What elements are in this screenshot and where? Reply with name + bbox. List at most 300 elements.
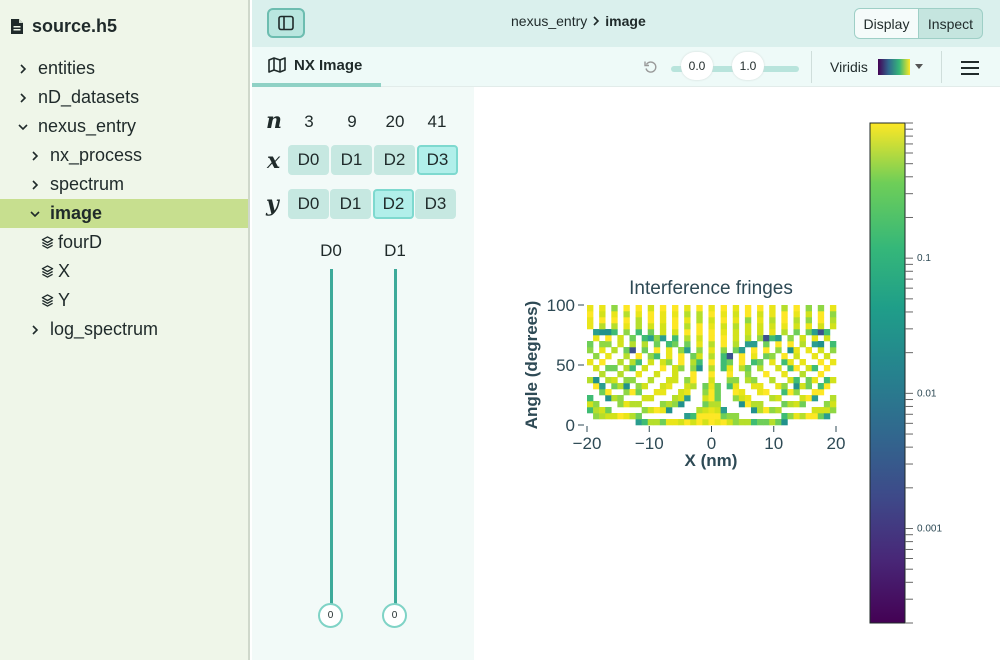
heatmap-cell (830, 347, 836, 353)
heatmap-cell (599, 389, 605, 395)
heatmap-cell (745, 317, 751, 323)
heatmap-cell (818, 389, 824, 395)
heatmap-cell (599, 329, 605, 335)
colorbar-tick-label: 0.01 (917, 388, 937, 400)
heatmap-cell (678, 365, 684, 371)
heatmap-cell (672, 329, 678, 335)
heatmap-cell (611, 395, 617, 401)
file-name: source.h5 (32, 15, 118, 36)
heatmap-cell (793, 365, 799, 371)
x-dim-button-d3[interactable]: D3 (417, 145, 458, 175)
heatmap-cell (751, 419, 757, 425)
heatmap-cell (818, 347, 824, 353)
heatmap-cell (793, 389, 799, 395)
heatmap-cell (721, 305, 727, 311)
breadcrumb-current: image (605, 13, 646, 29)
heatmap-cell (611, 377, 617, 383)
heatmap-cell (630, 335, 636, 341)
heatmap-cell (781, 389, 787, 395)
sidebar-icon (278, 15, 294, 31)
heatmap-cell (757, 335, 763, 341)
y-dim-button-d3[interactable]: D3 (415, 189, 456, 219)
tree-item-label: log_spectrum (50, 319, 159, 339)
heatmap-cell (617, 383, 623, 389)
inspect-mode-button[interactable]: Inspect (927, 15, 974, 32)
heatmap-cell (587, 359, 593, 365)
heatmap-cell (708, 413, 714, 419)
tree-item-label: nD_datasets (38, 87, 140, 107)
heatmap-cell (660, 359, 666, 365)
heatmap-cell (715, 407, 721, 413)
heatmap-cell (787, 377, 793, 383)
heatmap-cell (708, 383, 714, 389)
domain-min-thumb[interactable]: 0.0 (681, 52, 713, 80)
heatmap-cell (672, 323, 678, 329)
heatmap-cell (696, 341, 702, 347)
heatmap-cell (617, 341, 623, 347)
heatmap-cell (708, 317, 714, 323)
heatmap-cell (672, 401, 678, 407)
heatmap-cell (830, 407, 836, 413)
heatmap-cell (708, 311, 714, 317)
x-tick-label: 10 (764, 434, 784, 453)
heatmap-cell (708, 401, 714, 407)
tree-item-nd-datasets[interactable] (0, 83, 248, 112)
heatmap-cell (599, 413, 605, 419)
heatmap-cell (660, 311, 666, 317)
domain-slider[interactable] (671, 59, 799, 73)
heatmap-cell (678, 359, 684, 365)
slider-thumb-d1[interactable]: 0 (382, 603, 407, 628)
heatmap-cell (787, 347, 793, 353)
sidebar (0, 0, 250, 660)
tree-item-spectrum[interactable] (0, 170, 248, 199)
breadcrumb-parent[interactable]: nexus_entry (511, 13, 588, 29)
heatmap-cell (593, 329, 599, 335)
heatmap-cell (605, 335, 611, 341)
heatmap-cell (775, 365, 781, 371)
heatmap-cell (721, 329, 727, 335)
heatmap-cell (690, 365, 696, 371)
heatmap-cell (708, 329, 714, 335)
heatmap-cell (727, 353, 733, 359)
heatmap-cell (806, 413, 812, 419)
colorbar-tick-label: 0.001 (917, 523, 943, 535)
heatmap-cell (793, 317, 799, 323)
chevron-right-icon (592, 16, 600, 26)
heatmap-cell (781, 419, 787, 425)
heatmap-cell (793, 305, 799, 311)
chevron-down-icon (28, 207, 42, 221)
heatmap-cell (636, 389, 642, 395)
heatmap-cell (781, 359, 787, 365)
heatmap-cell (678, 353, 684, 359)
heatmap-cell (636, 323, 642, 329)
tree-item-label: spectrum (50, 174, 125, 194)
heatmap-cell (702, 383, 708, 389)
axis-x-label: x (267, 148, 281, 174)
heatmap-cell (666, 353, 672, 359)
heatmap-cell (690, 359, 696, 365)
x-dim-button-d0[interactable]: D0 (288, 145, 329, 175)
heatmap-cell (812, 365, 818, 371)
heatmap-cell (781, 305, 787, 311)
heatmap-cell (623, 329, 629, 335)
heatmap-cell (715, 389, 721, 395)
heatmap-cell (793, 377, 799, 383)
x-dim-button-d1[interactable]: D1 (331, 145, 372, 175)
heatmap-cell (587, 317, 593, 323)
x-tick-label: −10 (634, 434, 664, 453)
heatmap-cell (593, 407, 599, 413)
heatmap-chart[interactable] (474, 87, 1000, 660)
heatmap-cell (721, 323, 727, 329)
y-dim-button-d2[interactable]: D2 (373, 189, 414, 219)
heatmap-cell (800, 383, 806, 389)
heatmap-cell (733, 311, 739, 317)
dataset-icon (40, 265, 54, 279)
heatmap-cell (715, 383, 721, 389)
heatmap-cell (702, 413, 708, 419)
heatmap-cell (660, 329, 666, 335)
dim-size: 9 (347, 112, 357, 131)
heatmap-cell (605, 329, 611, 335)
heatmap-cell (806, 329, 812, 335)
heatmap-cell (696, 317, 702, 323)
heatmap-cell (593, 377, 599, 383)
heatmap-cell (818, 329, 824, 335)
heatmap-cell (824, 377, 830, 383)
heatmap-cell (824, 383, 830, 389)
heatmap-cell (636, 419, 642, 425)
heatmap-cell (757, 407, 763, 413)
heatmap-cell (623, 365, 629, 371)
heatmap-cell (745, 335, 751, 341)
heatmap-cell (599, 347, 605, 353)
heatmap-cell (715, 395, 721, 401)
heatmap-cell (678, 389, 684, 395)
heatmap-cell (611, 413, 617, 419)
colormap-swatch[interactable] (878, 59, 910, 75)
heatmap-cell (660, 419, 666, 425)
heatmap-cell (690, 419, 696, 425)
heatmap-cell (636, 311, 642, 317)
heatmap-cell (642, 419, 648, 425)
heatmap-cell (781, 413, 787, 419)
heatmap-cell (745, 365, 751, 371)
heatmap-cell (672, 317, 678, 323)
heatmap-cell (708, 353, 714, 359)
heatmap-cell (623, 323, 629, 329)
y-dim-button-d0[interactable]: D0 (288, 189, 329, 219)
display-mode-button[interactable]: Display (855, 9, 919, 38)
x-tick-label: 20 (826, 434, 846, 453)
heatmap-cell (587, 395, 593, 401)
heatmap-cell (824, 353, 830, 359)
heatmap-cell (733, 317, 739, 323)
y-tick-label: 100 (546, 296, 575, 315)
slider-track-d0[interactable] (330, 269, 333, 604)
heatmap-cell (684, 419, 690, 425)
heatmap-cell (751, 341, 757, 347)
heatmap-cell (787, 389, 793, 395)
domain-max-thumb[interactable]: 1.0 (732, 52, 764, 80)
heatmap-cell (769, 335, 775, 341)
heatmap-cell (648, 317, 654, 323)
heatmap-cell (824, 365, 830, 371)
heatmap-cell (684, 413, 690, 419)
heatmap-cell (617, 335, 623, 341)
x-tick-label: −20 (572, 434, 602, 453)
heatmap-cell (630, 347, 636, 353)
heatmap-cell (690, 377, 696, 383)
tree-item-log-spectrum[interactable] (0, 315, 248, 344)
heatmap-cell (648, 419, 654, 425)
heatmap-cell (721, 311, 727, 317)
heatmap-cell (751, 383, 757, 389)
y-dim-button-d1[interactable]: D1 (330, 189, 371, 219)
heatmap-cell (702, 419, 708, 425)
x-dim-button-d2[interactable]: D2 (374, 145, 415, 175)
heatmap-cell (733, 413, 739, 419)
heatmap-cell (587, 341, 593, 347)
heatmap-cell (666, 419, 672, 425)
tree-item-image[interactable] (0, 199, 248, 228)
colorbar-tick-label: 0.1 (917, 253, 931, 265)
heatmap-cell (611, 365, 617, 371)
heatmap-cell (721, 335, 727, 341)
vis-tab-label: NX Image (294, 56, 363, 74)
heatmap-cell (793, 383, 799, 389)
colorbar-axis (905, 123, 942, 623)
tree-item-y[interactable] (0, 286, 248, 315)
heatmap-cell (642, 347, 648, 353)
heatmap-cell (739, 389, 745, 395)
heatmap-cell (660, 305, 666, 311)
heatmap-cell (623, 353, 629, 359)
heatmap-cell (775, 335, 781, 341)
tree-item-nexus-entry[interactable] (0, 112, 248, 141)
heatmap-cell (830, 377, 836, 383)
heatmap-cell (684, 389, 690, 395)
heatmap-cell (757, 305, 763, 311)
heatmap-cell (587, 323, 593, 329)
heatmap-cell (611, 305, 617, 311)
tree-item-fourd[interactable] (0, 228, 248, 257)
heatmap-cell (696, 353, 702, 359)
heatmap-cell (763, 371, 769, 377)
heatmap-cell (696, 365, 702, 371)
heatmap-cell (806, 317, 812, 323)
heatmap-cell (769, 407, 775, 413)
mode-switch (854, 8, 983, 39)
heatmap-cell (599, 371, 605, 377)
heatmap-cell (617, 413, 623, 419)
heatmap-cell (666, 377, 672, 383)
heatmap-cell (648, 353, 654, 359)
heatmap-cell (733, 389, 739, 395)
slider-track-d1[interactable] (394, 269, 397, 604)
heatmap-cell (696, 329, 702, 335)
heatmap-cell (708, 389, 714, 395)
heatmap-cell (660, 401, 666, 407)
heatmap-cell (775, 419, 781, 425)
heatmap-cell (721, 341, 727, 347)
heatmap-cell (769, 377, 775, 383)
heatmap-cell (623, 311, 629, 317)
heatmap-cell (678, 419, 684, 425)
heatmap-cell (787, 365, 793, 371)
heatmap-cell (660, 407, 666, 413)
heatmap-cell (611, 323, 617, 329)
heatmap-cell (630, 359, 636, 365)
heatmap-cell (745, 311, 751, 317)
heatmap-cell (648, 311, 654, 317)
heatmap-cell (666, 341, 672, 347)
heatmap-cell (830, 311, 836, 317)
heatmap-cell (745, 377, 751, 383)
heatmap-cell (757, 419, 763, 425)
heatmap-cell (696, 335, 702, 341)
heatmap-cell (684, 335, 690, 341)
reset-domain-icon[interactable] (643, 59, 659, 75)
heatmap-cell (636, 317, 642, 323)
heatmap-cell (666, 359, 672, 365)
y-tick-label: 0 (565, 416, 575, 435)
heatmap-cell (781, 323, 787, 329)
slider-label-d1: D1 (384, 241, 406, 260)
heatmap-cell (818, 341, 824, 347)
file-root[interactable] (10, 14, 117, 38)
heatmap-cell (739, 395, 745, 401)
heatmap-cell (830, 359, 836, 365)
file-icon (10, 18, 24, 35)
heatmap-cell (702, 395, 708, 401)
heatmap-cell (648, 359, 654, 365)
heatmap-cell (830, 323, 836, 329)
heatmap-cell (672, 377, 678, 383)
dim-size: 20 (385, 112, 405, 131)
heatmap-cell (793, 413, 799, 419)
heatmap-cell (599, 359, 605, 365)
heatmap-cell (818, 323, 824, 329)
heatmap-cell (696, 413, 702, 419)
heatmap-cell (824, 329, 830, 335)
heatmap-cell (654, 341, 660, 347)
nx-image-tab[interactable] (252, 47, 381, 87)
slider-thumb-d0[interactable]: 0 (318, 603, 343, 628)
heatmap-cell (654, 335, 660, 341)
heatmap-cell (623, 413, 629, 419)
heatmap-cell (739, 353, 745, 359)
x-tick-label: 0 (706, 434, 717, 453)
heatmap-cell (690, 353, 696, 359)
heatmap-cell (806, 395, 812, 401)
heatmap-cell (587, 347, 593, 353)
heatmap-cell (587, 311, 593, 317)
heatmap-cell (672, 335, 678, 341)
heatmap-cell (806, 377, 812, 383)
heatmap-cell (611, 347, 617, 353)
tree-item-entities[interactable] (0, 54, 248, 83)
y-tick-label: 50 (556, 356, 575, 375)
axis-n-label: n (266, 108, 282, 134)
heatmap-cell (751, 353, 757, 359)
heatmap-cell (739, 419, 745, 425)
heatmap-cell (605, 413, 611, 419)
heatmap-cell (690, 413, 696, 419)
heatmap-cell (636, 413, 642, 419)
heatmap-cell (684, 395, 690, 401)
heatmap-cell (769, 317, 775, 323)
heatmap-cell (623, 377, 629, 383)
heatmap-cell (781, 311, 787, 317)
heatmap-cell (727, 383, 733, 389)
heatmap-cell (672, 371, 678, 377)
menu-icon[interactable] (959, 59, 981, 77)
heatmap-cell (630, 365, 636, 371)
heatmap-cell (636, 353, 642, 359)
heatmap-cell (623, 317, 629, 323)
heatmap-cell (648, 335, 654, 341)
heatmap-cell (793, 311, 799, 317)
heatmap-cell (830, 395, 836, 401)
caret-down-icon[interactable] (915, 64, 923, 69)
heatmap-cell (787, 401, 793, 407)
heatmap-cell (787, 335, 793, 341)
heatmap-cell (812, 389, 818, 395)
colormap-label[interactable]: Viridis (830, 59, 868, 75)
heatmap-cell (599, 311, 605, 317)
heatmap-cell (587, 407, 593, 413)
heatmap-cell (745, 329, 751, 335)
chart-title: Interference fringes (629, 278, 793, 299)
heatmap-cell (800, 341, 806, 347)
heatmap-cell (751, 377, 757, 383)
heatmap-cell (593, 335, 599, 341)
heatmap-cell (745, 419, 751, 425)
heatmap-cell (690, 371, 696, 377)
heatmap-cell (769, 359, 775, 365)
heatmap-cell (830, 317, 836, 323)
heatmap-cell (830, 341, 836, 347)
heatmap-cell (727, 413, 733, 419)
heatmap-cell (806, 383, 812, 389)
heatmap-cell (745, 305, 751, 311)
heatmap-cell (605, 407, 611, 413)
heatmap-cell (684, 377, 690, 383)
heatmap-cell (623, 401, 629, 407)
tree-item-x[interactable] (0, 257, 248, 286)
heatmap-cell (812, 341, 818, 347)
toggle-sidebar-button[interactable] (267, 8, 305, 38)
toolbar-separator (941, 51, 942, 83)
heatmap-cell (763, 347, 769, 353)
heatmap-cell (721, 413, 727, 419)
heatmap-cell (818, 317, 824, 323)
chevron-right-icon (16, 62, 30, 76)
heatmap-cell (787, 359, 793, 365)
heatmap-cell (636, 329, 642, 335)
heatmap-cell (611, 317, 617, 323)
heatmap-cell (636, 371, 642, 377)
heatmap-cell (684, 347, 690, 353)
heatmap-cell (830, 305, 836, 311)
tree-item-label: image (50, 203, 103, 223)
heatmap-cell (812, 395, 818, 401)
heatmap-cell (630, 413, 636, 419)
tree-item-nx-process[interactable] (0, 141, 248, 170)
